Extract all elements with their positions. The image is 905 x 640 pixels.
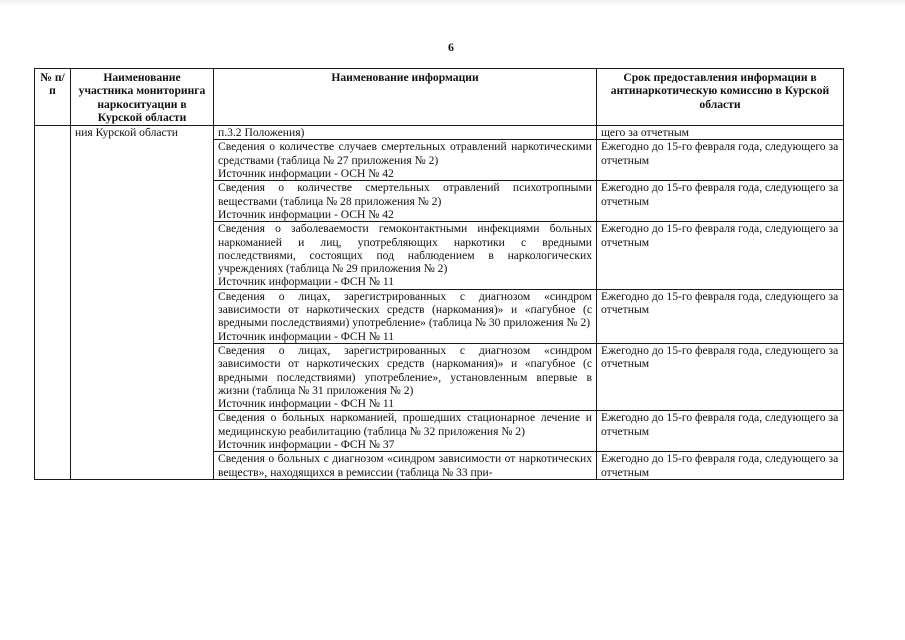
information-text: Сведения о количестве случаев смертельных отравлений наркотическими средствами (таблица № 27 приложения № 2) <box>218 140 592 167</box>
cell-number <box>35 126 71 480</box>
cell-participant: ния Курской области <box>71 126 214 480</box>
cell-term: Ежегодно до 15-го февраля года, следующего за отчетным <box>597 181 844 222</box>
information-text: Сведения о больных наркоманией, прошедших стационарное лечение и медицинскую реабилитацию (таблица № 32 приложения № 2) <box>218 411 592 438</box>
cell-term: Ежегодно до 15-го февраля года, следующего за отчетным <box>597 411 844 452</box>
information-text: Сведения о лицах, зарегистрированных с диагнозом «синдром зависимости от наркотических средств (наркомания)» и «пагубное (с вредными последствиями) употребление», установленным впервые в жизни (таблица № 31 приложения № 2) <box>218 343 592 397</box>
cell-term: щего за отчетным <box>597 126 844 140</box>
header-number: № п/п <box>35 69 71 126</box>
continuation-row <box>35 126 844 140</box>
cell-term: Ежегодно до 15-го февраля года, следующего за отчетным <box>597 289 844 343</box>
information-text: Сведения о количестве смертельных отравлений психотропными веществами (таблица № 28 приложения № 2) <box>218 181 592 208</box>
information-text: Сведения о лицах, зарегистрированных с диагнозом «синдром зависимости от наркотических средств (наркомания)» и «пагубное (с вредными последствиями) употребление» (таблица № 30 приложения № 2) <box>218 289 592 330</box>
cell-information <box>214 411 597 452</box>
header-information: Наименование информации <box>214 69 597 126</box>
header-term: Срок предоставления информации в антинаркотическую комиссию в Курской области <box>597 69 844 126</box>
scan-edge <box>0 0 905 6</box>
page-number: 6 <box>448 40 454 54</box>
header-participant: Наименование участника мониторинга наркоситуации в Курской области <box>71 69 214 126</box>
information-source: Источник информации - ФСН № 11 <box>218 275 395 289</box>
cell-information <box>214 140 597 181</box>
information-source: Источник информации - ФСН № 37 <box>218 438 395 452</box>
information-source: Источник информации - ОСН № 42 <box>218 167 394 181</box>
cell-information <box>214 222 597 289</box>
information-text: Сведения о заболеваемости гемоконтактными инфекциями больных наркоманией и лиц, употребляющих наркотики с вредными последствиями, состоящих под наблюдением в наркологических учреждениях (таблица № 29 приложения № 2) <box>218 222 592 276</box>
information-source: Источник информации - ФСН № 11 <box>218 329 395 343</box>
cell-term: Ежегодно до 15-го февраля года, следующего за отчетным <box>597 222 844 289</box>
information-text: Сведения о больных с диагнозом «синдром зависимости от наркотических веществ», находящихся в ремиссии (таблица № 33 при- <box>218 452 592 479</box>
cell-term: Ежегодно до 15-го февраля года, следующего за отчетным <box>597 452 844 480</box>
monitoring-table <box>34 68 844 480</box>
cell-term: Ежегодно до 15-го февраля года, следующего за отчетным <box>597 140 844 181</box>
cell-information <box>214 343 597 410</box>
cell-information: п.3.2 Положения) <box>214 126 597 140</box>
information-source: Источник информации - ФСН № 11 <box>218 397 395 411</box>
cell-information <box>214 452 597 480</box>
table-header-row <box>35 69 844 126</box>
cell-information <box>214 181 597 222</box>
information-source: Источник информации - ОСН № 42 <box>218 207 394 221</box>
cell-term: Ежегодно до 15-го февраля года, следующего за отчетным <box>597 343 844 410</box>
cell-information <box>214 289 597 343</box>
